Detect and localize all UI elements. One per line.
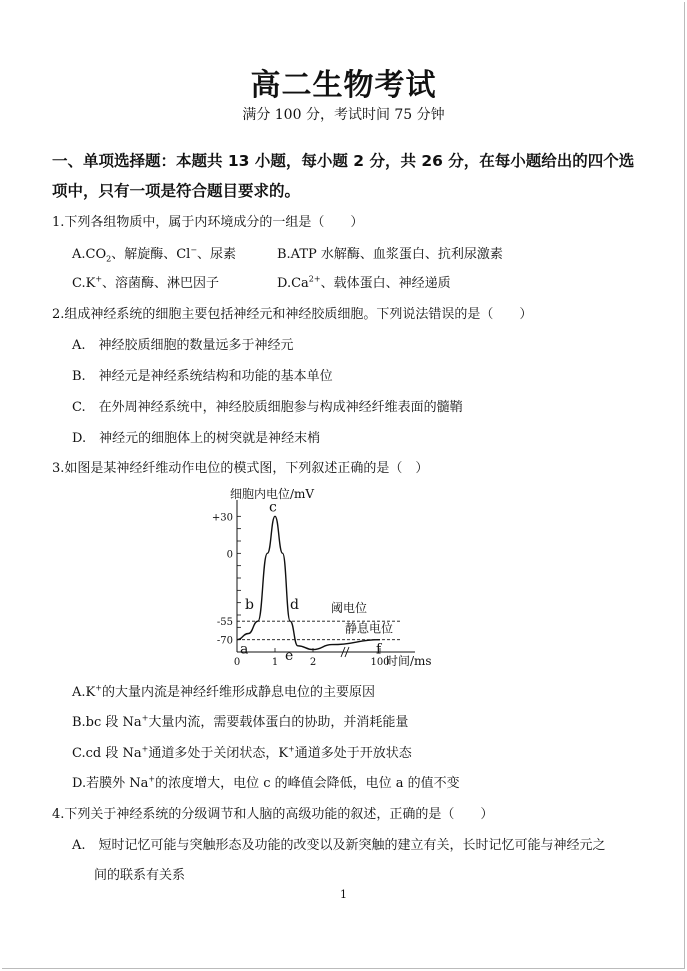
point-label-d: d (290, 596, 299, 613)
q1-stem: 1.下列各组物质中，属于内环境成分的一组是（ ） (52, 215, 364, 230)
resting-label: 静息电位 (345, 621, 394, 636)
q2-option-d: D. 神经元的细胞体上的树突就是神经末梢 (72, 431, 321, 446)
section-heading-line1: 一、单项选择题：本题共 13 小题，每小题 2 分，共 26 分，在每小题给出的四个选 (52, 152, 635, 170)
q4-option-a-line1: A. 短时记忆可能与突触形态及功能的改变以及新突触的建立有关，长时记忆可能与神经元之 (72, 838, 606, 853)
q1-option-b: B.ATP 水解酶、血浆蛋白、抗利尿激素 (277, 247, 503, 262)
y-axis-title: 细胞内电位/mV (230, 487, 315, 501)
q4-stem: 4.下列关于神经系统的分级调节和人脑的高级功能的叙述，正确的是（ ） (52, 807, 494, 822)
point-label-c: c (269, 499, 277, 516)
q1-option-c: C.K+、溶菌酶、淋巴因子 (72, 274, 220, 291)
q2-stem: 2.组成神经系统的细胞主要包括神经元和神经胶质细胞。下列说法错误的是（ ） (52, 307, 533, 322)
y-tick-label: +30 (211, 512, 233, 524)
y-tick-label: -55 (216, 617, 233, 629)
x-tick-label: 0 (233, 657, 241, 668)
section-heading-line2: 项中，只有一项是符合题目要求的。 (52, 182, 301, 200)
q2-option-c: C. 在外周神经系统中，神经胶质细胞参与构成神经纤维表面的髓鞘 (72, 400, 463, 415)
point-label-f: f (376, 641, 382, 658)
y-tick-label: -70 (216, 635, 233, 647)
q3-option-a: A.K+的大量内流是神经纤维形成静息电位的主要原因 (72, 683, 375, 700)
q3-option-c: C.cd 段 Na+通道多处于关闭状态，K+通道多处于开放状态 (72, 744, 412, 761)
point-label-e: e (285, 648, 294, 664)
q4-option-a-line2: 间的联系有关系 (94, 868, 186, 883)
q2-option-b: B. 神经元是神经系统结构和功能的基本单位 (72, 369, 333, 384)
exam-subtitle: 满分 100 分，考试时间 75 分钟 (242, 107, 445, 123)
q1-option-a: $A.CO_2$、解旋酶、Cl−、尿素 (72, 245, 237, 264)
threshold-label: 阈电位 (331, 601, 368, 616)
q2-option-a: A. 神经胶质细胞的数量远多于神经元 (72, 338, 294, 353)
page-number: 1 (340, 888, 347, 901)
x-axis-title: 时间/ms (386, 654, 432, 668)
y-tick-label: 0 (226, 549, 233, 561)
point-label-b: b (245, 596, 254, 613)
x-tick-label: 2 (309, 657, 317, 668)
q3-stem: 3.如图是某神经纤维动作电位的模式图，下列叙述正确的是（ ） (52, 461, 429, 476)
action-potential-chart (210, 484, 450, 674)
q3-option-b: B.bc 段 Na+大量内流，需要载体蛋白的协助，并消耗能量 (72, 713, 409, 730)
point-label-a: a (240, 641, 249, 658)
exam-title: 高二生物考试 (250, 68, 437, 103)
x-tick-label: 1 (271, 657, 279, 668)
q1-option-d: $D.Ca^{2+}$、载体蛋白、神经递质 (277, 274, 451, 291)
q3-option-d: D.若膜外 Na+的浓度增大，电位 c 的峰值会降低，电位 a 的值不变 (72, 774, 460, 791)
x-tick-label: 100 (370, 657, 390, 668)
